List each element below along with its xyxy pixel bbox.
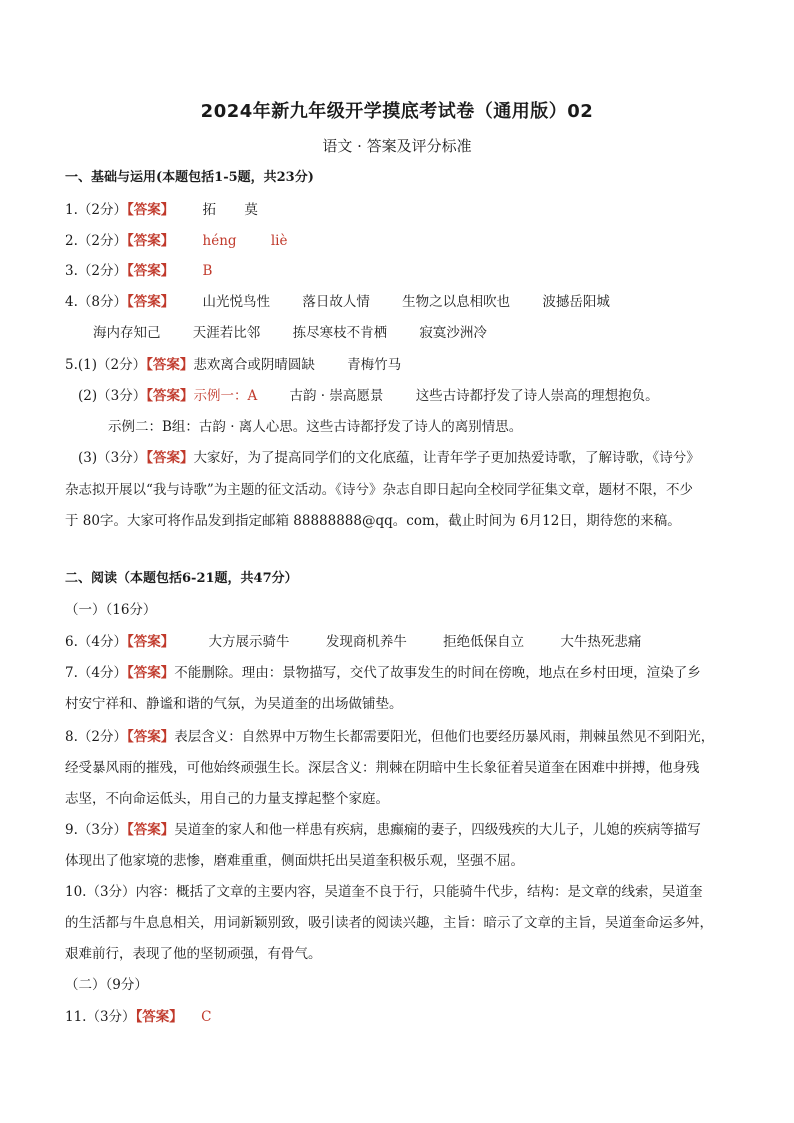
question-10 <box>65 882 703 902</box>
question-5-3-line-3: 于 80字。大家可将作品发到指定邮箱 88888888@qq。com，截止时间为 6月12日，期待您的来稿。 <box>65 513 681 529</box>
question-number: 2.（2分） <box>65 233 127 249</box>
part-heading-2: （二）（9分） <box>65 977 148 993</box>
question-number: 5.(1)（2分） <box>65 357 147 373</box>
page-title: 2024年新九年级开学摸底考试卷（通用版）02 <box>200 101 594 122</box>
answer-text: liè <box>270 233 288 249</box>
answer-tag: 【答案】 <box>126 202 175 218</box>
question-4-line-2 <box>93 323 487 343</box>
answer-tag: 【答案】 <box>126 294 175 310</box>
question-number: 3.（2分） <box>65 263 127 279</box>
answer-text: héng <box>202 233 237 249</box>
answer-item: 寂寞沙洲冷 <box>419 325 487 341</box>
question-1 <box>65 200 258 220</box>
question-9-line-2: 体现出了他家境的悲惨，磨难重重，侧面烘托出吴道奎积极乐观，坚强不屈。 <box>65 853 524 869</box>
question-8 <box>65 727 714 747</box>
question-number: 9.（3分） <box>65 822 127 838</box>
question-number: (3)（3分） <box>78 450 147 466</box>
answer-item: 落日故人情 <box>302 294 370 310</box>
question-4 <box>65 292 610 312</box>
question-5-3 <box>78 448 700 468</box>
answer-text: 表层含义：自然界中万物生长都需要阳光，但他们也要经历暴风雨，荆棘虽然见不到阳光， <box>174 729 715 745</box>
question-5-1 <box>65 355 401 375</box>
answer-text: 拓 <box>202 202 217 218</box>
question-5-3-line-2: 杂志拟开展以“我与诗歌”为主题的征文活动。《诗兮》杂志自即日起向全校同学征集文章，题材不限，不少 <box>65 482 694 498</box>
section-heading-1: 一、基础与运用(本题包括1-5题，共23分) <box>65 170 314 185</box>
question-5-2-example-2: 示例二：B组：古韵 · 离人心思。这些古诗都抒发了诗人的离别情思。 <box>108 419 523 435</box>
section-heading-2: 二、阅读（本题包括6-21题，共47分） <box>65 571 298 586</box>
question-7-line-2: 村安宁祥和、静谧和谐的气氛，为吴道奎的出场做铺垫。 <box>65 696 403 712</box>
question-7 <box>65 663 701 683</box>
question-8-line-3: 志坚，不向命运低头，用自己的力量支撑起整个家庭。 <box>65 791 389 807</box>
question-number: (2)（3分） <box>78 388 147 404</box>
page-subtitle: 语文 · 答案及评分标准 <box>322 137 472 155</box>
answer-item: 拒绝低保自立 <box>443 634 525 650</box>
question-number: 6.（4分） <box>65 634 127 650</box>
answer-item: 发现商机养牛 <box>325 634 407 650</box>
question-number: 8.（2分） <box>65 729 127 745</box>
answer-tag: 【答案】 <box>135 1009 183 1025</box>
answer-tag: 【答案】 <box>126 634 175 650</box>
answer-tag: 【答案】 <box>146 357 194 373</box>
answer-item: 天涯若比邻 <box>192 325 261 341</box>
answer-text: 示例一：A <box>193 388 258 404</box>
answer-item: 山光悦鸟性 <box>202 294 271 310</box>
question-number: 4.（8分） <box>65 294 127 310</box>
question-6 <box>65 632 641 652</box>
question-5-2 <box>78 386 659 406</box>
part-heading-1: （一）（16分） <box>65 602 157 618</box>
question-number: 11.（3分） <box>65 1009 136 1025</box>
answer-tag: 【答案】 <box>146 388 194 404</box>
question-10-line-2: 的生活都与牛息息相关，用词新颖别致，吸引读者的阅读兴趣，主旨：暗示了文章的主旨，吴道奎命运多舛， <box>65 915 713 931</box>
question-number: 10.（3分） <box>65 884 136 900</box>
answer-tag: 【答案】 <box>126 665 175 681</box>
answer-tag: 【答案】 <box>126 822 175 838</box>
answer-text: B <box>202 263 213 279</box>
answer-item: 波撼岳阳城 <box>542 294 610 310</box>
question-9 <box>65 820 701 840</box>
answer-tag: 【答案】 <box>146 450 194 466</box>
answer-item: 拣尽寒枝不肯栖 <box>292 325 388 341</box>
answer-text: 悲欢离合或阴晴圆缺 <box>193 357 315 373</box>
answer-item: 大方展示骑牛 <box>208 634 290 650</box>
answer-text: 古韵 · 崇高愿景 <box>289 388 384 404</box>
answer-tag: 【答案】 <box>126 263 175 279</box>
answer-text: 青梅竹马 <box>347 357 402 373</box>
question-10-line-3: 艰难前行，表现了他的坚韧顽强，有骨气。 <box>65 946 322 962</box>
question-3 <box>65 261 212 281</box>
answer-item: 海内存知己 <box>93 325 161 341</box>
answer-text: 吴道奎的家人和他一样患有疾病，患癫痫的妻子，四级残疾的大儿子，儿媳的疾病等描写 <box>174 822 701 838</box>
answer-item: 大牛热死悲痛 <box>560 634 642 650</box>
answer-text: 这些古诗都抒发了诗人崇高的理想抱负。 <box>415 388 659 404</box>
answer-text: 不能删除。理由：景物描写，交代了故事发生的时间在傍晚，地点在乡村田埂，渲染了乡 <box>174 665 701 681</box>
question-number: 7.（4分） <box>65 665 127 681</box>
answer-tag: 【答案】 <box>126 729 175 745</box>
question-number: 1.（2分） <box>65 202 127 218</box>
question-8-line-2: 经受暴风雨的摧残，可他始终顽强生长。深层含义：荆棘在阴暗中生长象征着吴道奎在困难中拼搏，他身残 <box>65 760 700 776</box>
answer-text: 大家好，为了提高同学们的文化底蕴，让青年学子更加热爱诗歌，了解诗歌，《诗兮》 <box>193 450 700 466</box>
answer-tag: 【答案】 <box>126 233 175 249</box>
answer-text: 内容：概括了文章的主要内容，吴道奎不良于行，只能骑牛代步，结构：是文章的线索，吴道奎 <box>135 884 703 900</box>
answer-item: 生物之以息相吹也 <box>402 294 511 310</box>
question-11 <box>65 1007 211 1027</box>
answer-text: 莫 <box>244 202 258 218</box>
answer-text: C <box>201 1009 212 1025</box>
question-2 <box>65 231 287 251</box>
